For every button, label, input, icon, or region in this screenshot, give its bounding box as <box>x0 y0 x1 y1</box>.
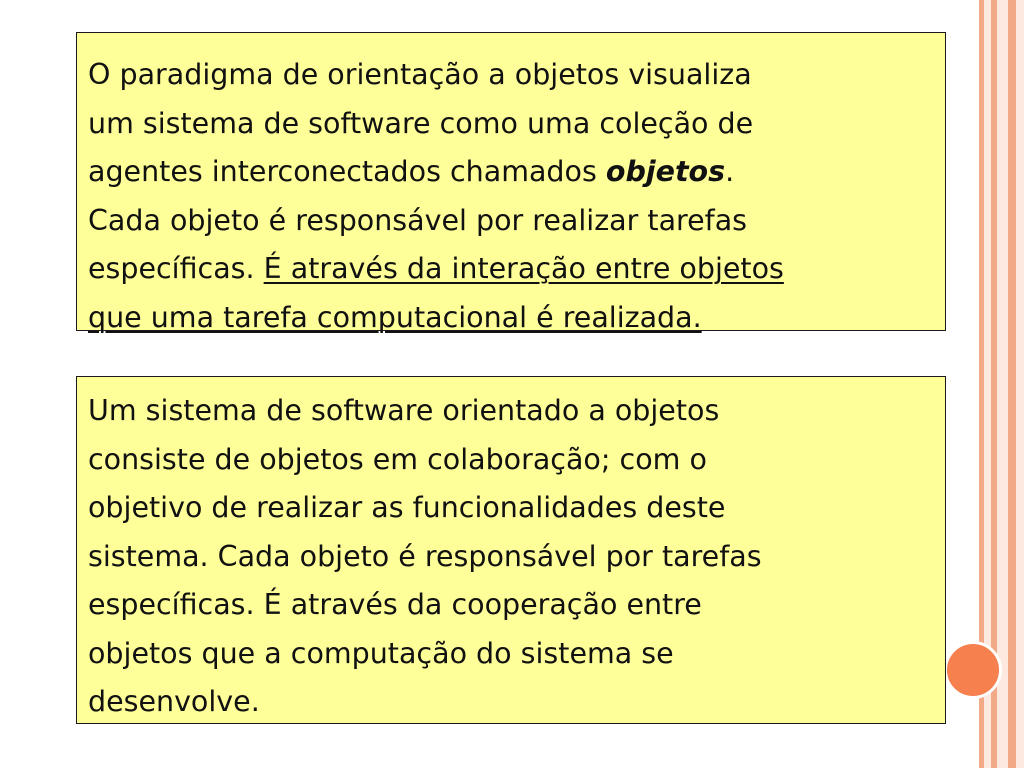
text-line: um sistema de software como uma coleção de <box>88 106 754 140</box>
underlined-text: É através da interação entre objetos <box>263 252 784 285</box>
text-line: desenvolve. <box>88 685 260 718</box>
decorative-stripe <box>1016 0 1024 768</box>
decorative-circle <box>944 641 1002 699</box>
text-segment: . <box>725 155 735 188</box>
decorative-stripe <box>997 0 1008 768</box>
text-segment: específicas. <box>88 252 264 285</box>
decorative-stripe <box>1008 0 1016 768</box>
underlined-text: que uma tarefa computacional é realizada. <box>88 300 702 334</box>
text-line: consiste de objetos em colaboração; com o <box>88 442 707 476</box>
emphasized-term: objetos <box>605 155 726 188</box>
text-line: Um sistema de software orientado a objetos <box>88 394 720 427</box>
text-line: O paradigma de orientação a objetos visualiza <box>88 58 752 91</box>
text-line <box>88 245 941 294</box>
text-line: sistema. Cada objeto é responsável por tarefas <box>88 539 762 573</box>
text-line <box>88 148 941 197</box>
text-line: objetos que a computação do sistema se <box>88 636 674 670</box>
definition-textbox <box>76 32 946 334</box>
text-line <box>88 294 941 343</box>
text-line: Cada objeto é responsável por realizar tarefas <box>88 203 748 237</box>
text-line: objetivo de realizar as funcionalidades deste <box>88 491 726 524</box>
text-line: específicas. É através da cooperação entre <box>88 588 702 621</box>
text-segment: agentes interconectados chamados <box>88 155 606 188</box>
explanation-textbox <box>76 376 946 724</box>
